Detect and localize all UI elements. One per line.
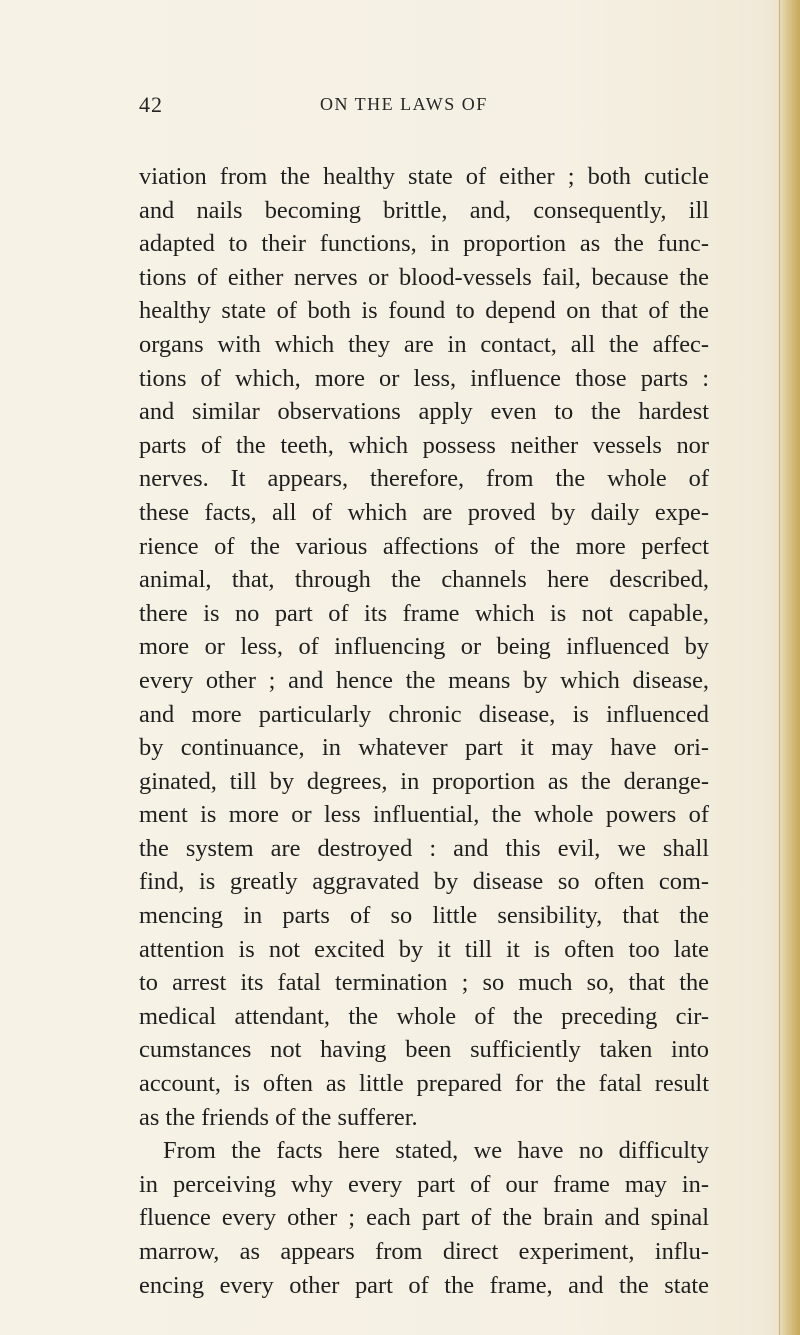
text-line: adapted to their functions, in proportion as the func- <box>139 230 709 258</box>
text-line: the system are destroyed : and this evil, we shall <box>139 834 709 862</box>
text-line: there is no part of its frame which is not capable, <box>139 599 709 627</box>
text-line: animal, that, through the channels here described, <box>139 566 709 594</box>
page-edge <box>778 0 800 1335</box>
text-line: cumstances not having been sufficiently taken into <box>139 1036 709 1064</box>
text-line: organs with which they are in contact, all the affec- <box>139 330 709 358</box>
text-line: viation from the healthy state of either ; both cuticle <box>139 163 709 190</box>
body-text <box>139 160 709 1302</box>
text-line: to arrest its fatal termination ; so much so, that the <box>139 969 709 997</box>
text-line: ment is more or less influential, the whole powers of <box>139 801 709 829</box>
text-line: account, is often as little prepared for the fatal result <box>139 1070 709 1098</box>
text-line: find, is greatly aggravated by disease so often com- <box>139 868 709 896</box>
text-line: in perceiving why every part of our frame may in- <box>139 1170 709 1198</box>
text-line: and more particularly chronic disease, is influenced <box>139 700 709 728</box>
text-line: tions of either nerves or blood-vessels fail, because the <box>139 263 709 291</box>
text-line: every other ; and hence the means by which disease, <box>139 666 709 694</box>
text-line: and nails becoming brittle, and, consequently, ill <box>139 196 709 224</box>
paragraph-start-line: From the facts here stated, we have no difficulty <box>163 1137 709 1165</box>
running-head <box>0 92 800 122</box>
text-line: marrow, as appears from direct experiment, influ- <box>139 1238 709 1265</box>
text-line: medical attendant, the whole of the preceding cir- <box>139 1002 709 1030</box>
text-line: nerves. It appears, therefore, from the whole of <box>139 465 709 493</box>
text-line: healthy state of both is found to depend on that of the <box>139 297 709 325</box>
text-line: fluence every other ; each part of the brain and spinal <box>139 1204 709 1232</box>
text-line: rience of the various affections of the more perfect <box>139 532 709 560</box>
page-edge-line <box>779 0 780 1335</box>
text-line: attention is not excited by it till it is often too late <box>139 935 709 963</box>
text-line: parts of the teeth, which possess neither vessels nor <box>139 431 709 459</box>
page-number: 42 <box>139 92 163 117</box>
text-line: and similar observations apply even to the hardest <box>139 398 709 426</box>
text-line: these facts, all of which are proved by daily expe- <box>139 498 709 526</box>
text-line: by continuance, in whatever part it may have ori- <box>139 734 709 762</box>
text-line: tions of which, more or less, influence those parts : <box>139 364 709 392</box>
text-line: encing every other part of the frame, and the state <box>139 1271 709 1299</box>
running-title: ON THE LAWS OF <box>320 94 488 114</box>
paragraph-end-line: as the friends of the sufferer. <box>139 1103 418 1131</box>
text-line: mencing in parts of so little sensibility, that the <box>139 902 709 930</box>
text-line: more or less, of influencing or being influenced by <box>139 633 709 661</box>
text-line: ginated, till by degrees, in proportion as the derange- <box>139 767 709 795</box>
